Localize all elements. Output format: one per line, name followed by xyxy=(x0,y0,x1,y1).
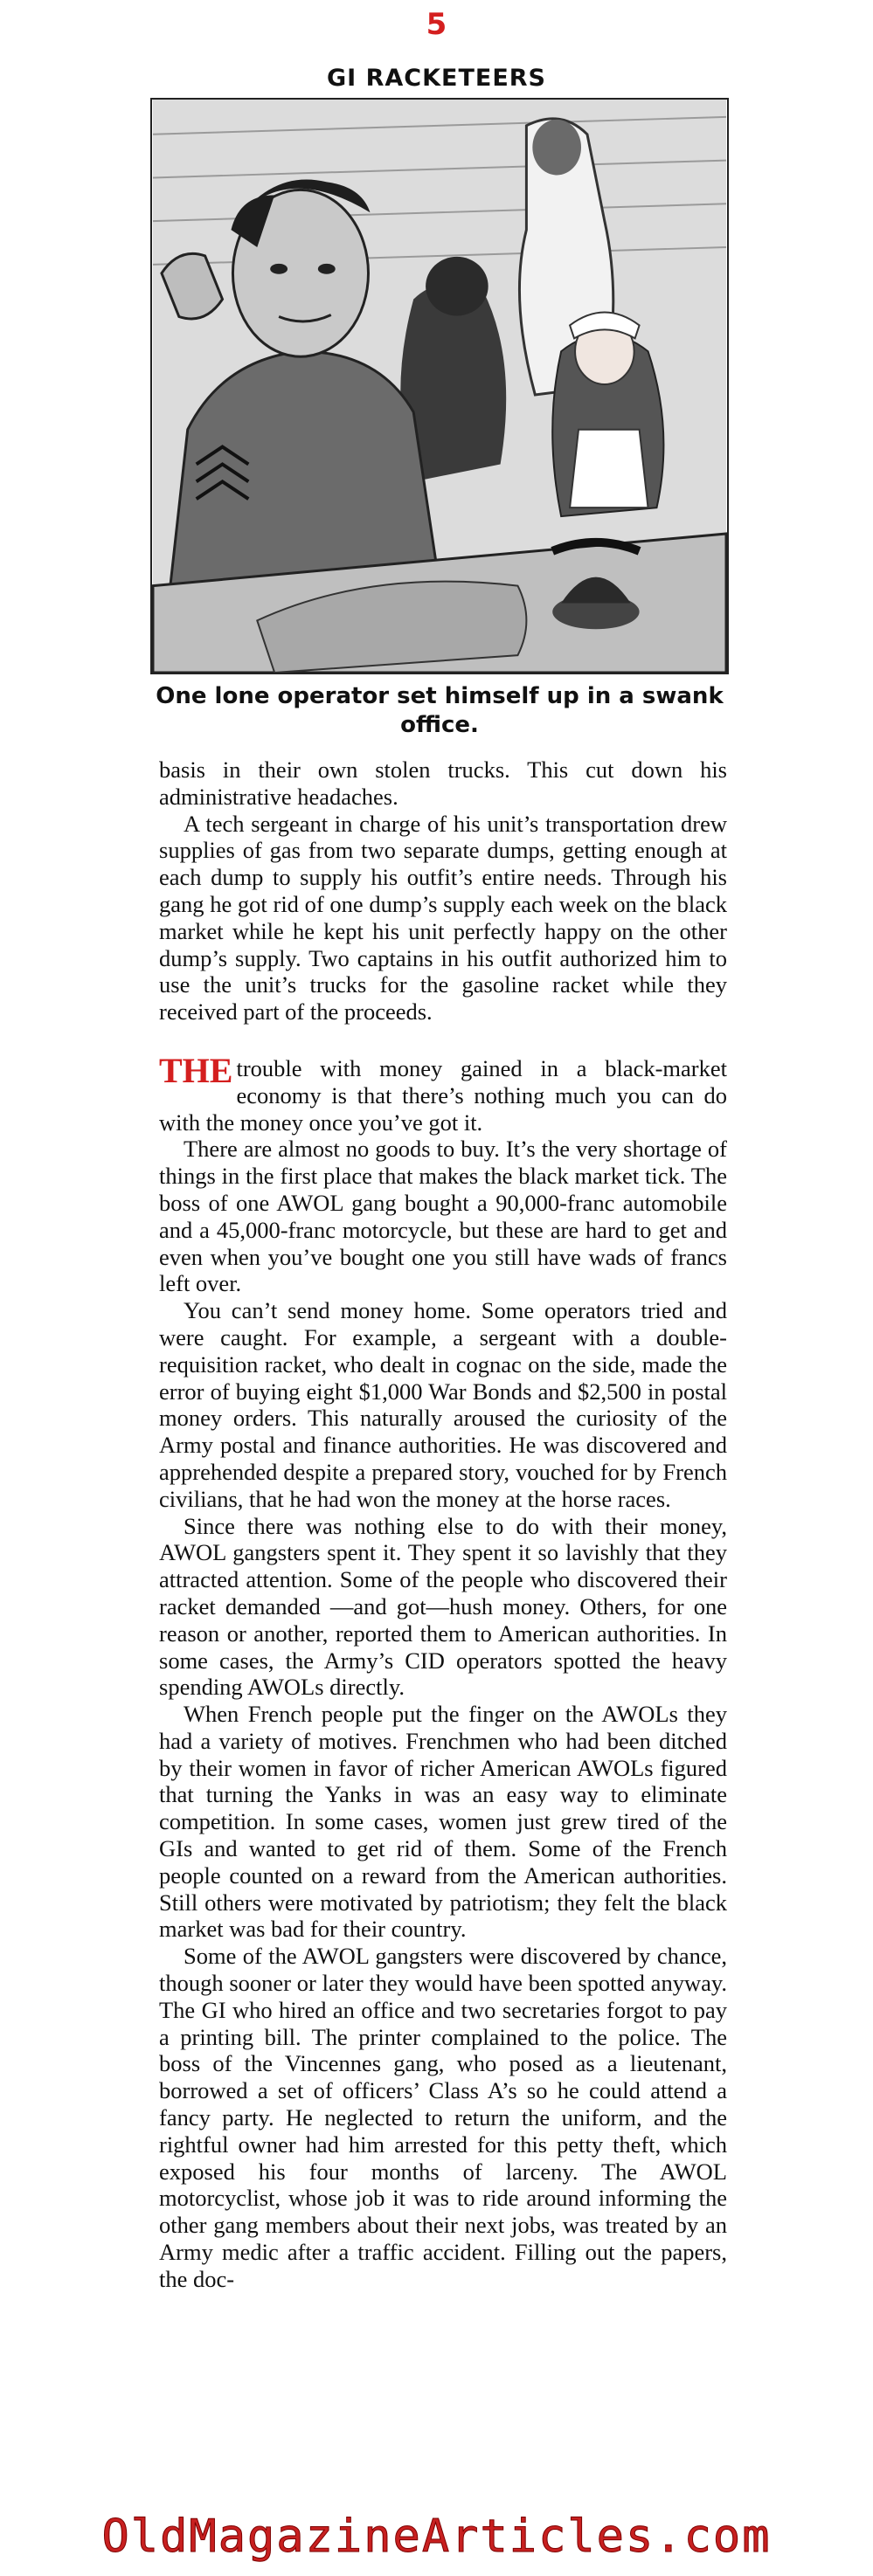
article-paragraph: Since there was nothing else to do with their money, AWOL gangsters spent it. They spent it so lavishly that they attracted attention. Some of the people who discovered their racket demanded —and got—hush money. Others, for one reason or another, reported them to American authorities. In some cases, the Army’s CID operators spotted the heavy spending AWOLs directly. xyxy=(159,1512,727,1701)
article-paragraph: There are almost no goods to buy. It’s the very shortage of things in the first place that makes the black market tick. The boss of one AWOL gang bought a 90,000-franc automobile and a 45,000-franc motorcycle, but these are hard to get and even when you’ve bought one you still have wads of francs left over. xyxy=(159,1136,727,1297)
article-paragraph: basis in their own stolen trucks. This cut down his administrative headaches. xyxy=(159,756,727,810)
article-paragraph: Some of the AWOL gangsters were discovered by chance, though sooner or later they would have been spotted anyway. The GI who hired an office and two secretaries forgot to pay a printing bill. The printer complained to the police. The boss of the Vincennes gang, who posed as a lieutenant, borrowed a set of officers’ Class A’s so he could attend a fancy party. He neglected to return the uniform, and the rightful owner had him arrested for this petty theft, which exposed his four months of larceny. The AWOL motorcyclist, whose job it was to ride around informing the other gang members about their next jobs, was treated by an Army medic after a traffic accident. Filling out the papers, the doc- xyxy=(159,1943,727,2292)
illustration-caption: One lone operator set himself up in a swank office. xyxy=(156,683,724,738)
article-illustration xyxy=(150,98,729,674)
page-number: 5 xyxy=(426,7,447,42)
section-title: GI RACKETEERS xyxy=(326,65,547,92)
article-paragraph: When French people put the finger on the AWOLs they had a variety of motives. Frenchmen who had been ditched by their women in favor of richer American AWOLs figured that turning the Yanks in was an easy way to eliminate competition. In some cases, women just grew tired of the GIs and wanted to get rid of them. Some of the French people counted on a reward from the American authorities. Still others were motivated by patriotism; they felt the black market was bad for their country. xyxy=(159,1701,727,1943)
article-paragraph-section-start xyxy=(159,1050,727,1136)
drop-cap: THE xyxy=(159,1050,233,1090)
article-paragraph-text: trouble with money gained in a black-market economy is that there’s nothing much you can do with the money once you’ve got it. xyxy=(159,1054,727,1136)
article-body xyxy=(159,756,727,2293)
article-paragraph: A tech sergeant in charge of his unit’s transportation drew supplies of gas from two separate dumps, getting enough at each dump to supply his outfit’s entire needs. Through his gang he got rid of one dump’s supply each week on the black market while he kept his unit perfectly happy on the other dump’s supply. Two captains in his outfit authorized him to use the unit’s trucks for the gasoline racket while they received part of the proceeds. xyxy=(159,810,727,1026)
article-paragraph: You can’t send money home. Some operators tried and were caught. For example, a sergeant with a double-requisition racket, who dealt in cognac on the side, made the error of buying eight $1,000 War Bonds and $2,500 in postal money orders. This naturally aroused the curiosity of the Army postal and finance authorities. He was discovered and apprehended despite a prepared story, vouched for by French civilians, that he had won the money at the horse races. xyxy=(159,1297,727,1512)
site-watermark: OldMagazineArticles.com xyxy=(101,2510,772,2563)
